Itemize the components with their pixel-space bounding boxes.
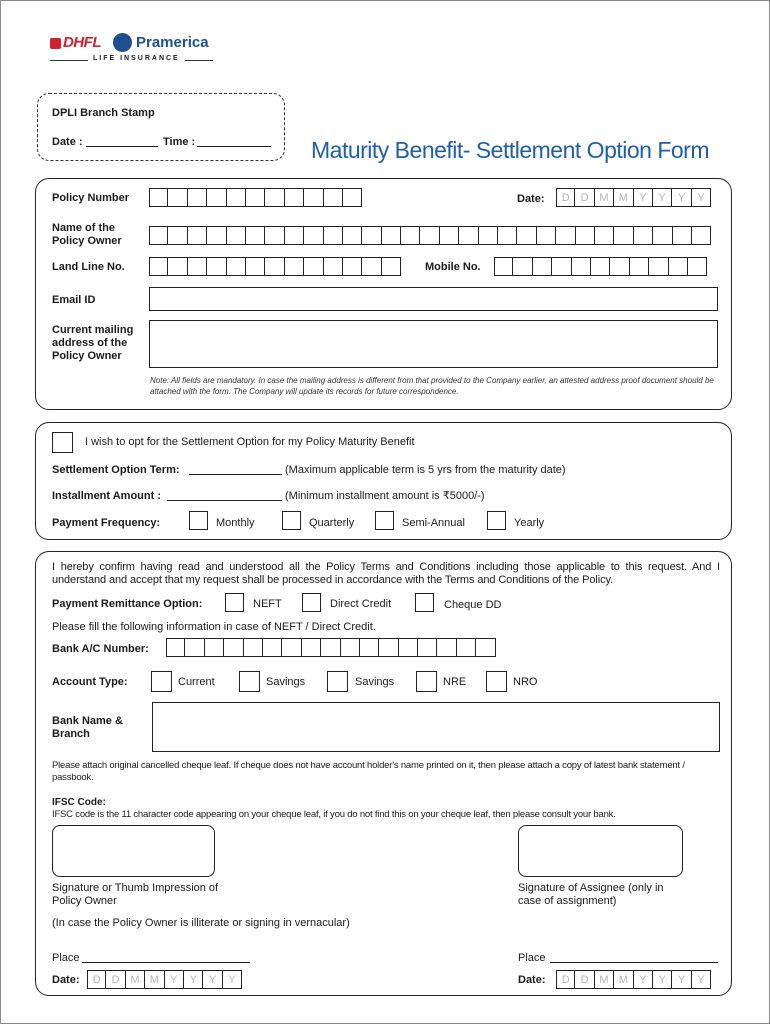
input-cell[interactable] bbox=[343, 188, 362, 207]
input-cell[interactable]: Y bbox=[634, 970, 653, 989]
input-cell[interactable] bbox=[552, 257, 571, 276]
term-hint: (Maximum applicable term is 5 yrs from the maturity date) bbox=[285, 464, 566, 476]
input-cell[interactable]: Y bbox=[184, 970, 203, 989]
input-cell[interactable] bbox=[614, 226, 633, 245]
assignee-place-line[interactable] bbox=[550, 962, 718, 963]
policy-date-cells[interactable] bbox=[556, 188, 711, 207]
input-cell[interactable] bbox=[537, 226, 556, 245]
assignee-place-label: Place bbox=[518, 952, 546, 964]
installment-label: Installment Amount : bbox=[52, 490, 161, 502]
assignee-signature-label: Signature of Assignee (only in case of assignment) bbox=[518, 882, 664, 907]
input-cell[interactable] bbox=[324, 188, 343, 207]
input-cell[interactable] bbox=[227, 188, 246, 207]
input-cell[interactable]: D bbox=[575, 188, 594, 207]
input-cell[interactable] bbox=[227, 226, 246, 245]
input-cell[interactable] bbox=[149, 188, 168, 207]
assignee-date-cells[interactable] bbox=[556, 970, 711, 989]
input-cell[interactable] bbox=[265, 226, 284, 245]
input-cell[interactable]: D bbox=[106, 970, 125, 989]
owner-name-cells[interactable] bbox=[149, 226, 711, 245]
input-cell[interactable] bbox=[263, 638, 282, 657]
owner-place-label: Place bbox=[52, 952, 80, 964]
input-cell[interactable]: Y bbox=[692, 970, 711, 989]
input-cell[interactable]: D bbox=[556, 970, 575, 989]
input-cell[interactable] bbox=[457, 638, 476, 657]
landline-cells[interactable] bbox=[149, 257, 401, 276]
input-cell[interactable] bbox=[401, 226, 420, 245]
input-cell[interactable] bbox=[149, 226, 168, 245]
input-cell[interactable] bbox=[494, 257, 513, 276]
settlement-opt-checkbox[interactable] bbox=[52, 432, 73, 453]
input-cell[interactable]: D bbox=[575, 970, 594, 989]
input-cell[interactable]: Y bbox=[203, 970, 222, 989]
input-cell[interactable]: Y bbox=[692, 188, 711, 207]
input-cell[interactable] bbox=[591, 257, 610, 276]
input-cell[interactable] bbox=[379, 638, 398, 657]
remittance-neft-checkbox[interactable] bbox=[225, 593, 244, 612]
brand-left: DHFL bbox=[63, 34, 101, 51]
input-cell[interactable] bbox=[362, 226, 381, 245]
remittance-cheque-checkbox[interactable] bbox=[415, 593, 434, 612]
input-cell[interactable] bbox=[285, 226, 304, 245]
input-cell[interactable]: Y bbox=[672, 970, 691, 989]
stamp-title: DPLI Branch Stamp bbox=[52, 107, 155, 119]
input-cell[interactable] bbox=[556, 226, 575, 245]
installment-line[interactable] bbox=[167, 500, 282, 501]
input-cell[interactable]: M bbox=[126, 970, 145, 989]
input-cell[interactable] bbox=[185, 638, 204, 657]
cheque-note: Please attach original cancelled cheque leaf. If cheque does not have account holder's name printed on it, then please attach a copy of latest bank statement / passbook. bbox=[52, 760, 685, 783]
input-cell[interactable]: M bbox=[595, 970, 614, 989]
input-cell[interactable]: M bbox=[614, 970, 633, 989]
input-cell[interactable] bbox=[207, 226, 226, 245]
assignee-date-label: Date: bbox=[518, 974, 546, 986]
policy-number-label: Policy Number bbox=[52, 192, 130, 204]
input-cell[interactable] bbox=[265, 188, 284, 207]
dhfl-mark-icon bbox=[50, 38, 61, 49]
owner-name-label: Name of the Policy Owner bbox=[52, 222, 122, 247]
frequency-quarterly-label: Quarterly bbox=[309, 517, 355, 529]
installment-hint: (Minimum installment amount is ₹5000/-) bbox=[285, 490, 485, 502]
tagline: LIFE INSURANCE bbox=[88, 55, 185, 62]
input-cell[interactable] bbox=[304, 257, 323, 276]
account-savings-2-checkbox[interactable] bbox=[327, 671, 348, 692]
input-cell[interactable] bbox=[168, 257, 187, 276]
input-cell[interactable] bbox=[285, 257, 304, 276]
input-cell[interactable] bbox=[188, 188, 207, 207]
input-cell[interactable]: Y bbox=[653, 970, 672, 989]
input-cell[interactable] bbox=[302, 638, 321, 657]
input-cell[interactable] bbox=[168, 188, 187, 207]
account-nro-label: NRO bbox=[513, 676, 538, 688]
input-cell[interactable]: M bbox=[595, 188, 614, 207]
input-cell[interactable] bbox=[321, 638, 340, 657]
input-cell[interactable]: Y bbox=[634, 188, 653, 207]
frequency-monthly-label: Monthly bbox=[216, 517, 255, 529]
email-label: Email ID bbox=[52, 294, 96, 306]
input-cell[interactable] bbox=[149, 257, 168, 276]
vernacular-note: (In case the Policy Owner is illiterate or signing in vernacular) bbox=[52, 917, 350, 929]
address-label: Current mailing address of the Policy Owner bbox=[52, 324, 134, 362]
confirm-text: I hereby confirm having read and understood all the Policy Terms and Conditions including those applicable to this request. And I understand and accept that my request shall be processed in accordance with the Terms and Conditions of the Policy. bbox=[52, 561, 720, 586]
account-current-label: Current bbox=[178, 676, 215, 688]
remittance-label: Payment Remittance Option: bbox=[52, 598, 203, 610]
input-cell[interactable] bbox=[166, 638, 185, 657]
input-cell[interactable] bbox=[572, 257, 591, 276]
input-cell[interactable] bbox=[576, 226, 595, 245]
input-cell[interactable] bbox=[205, 638, 224, 657]
term-line[interactable] bbox=[189, 474, 282, 475]
input-cell[interactable] bbox=[324, 257, 343, 276]
input-cell[interactable] bbox=[476, 638, 495, 657]
policy-date-label: Date: bbox=[517, 193, 545, 205]
input-cell[interactable] bbox=[420, 226, 439, 245]
input-cell[interactable]: Y bbox=[165, 970, 184, 989]
input-cell[interactable] bbox=[246, 257, 265, 276]
account-number-label: Bank A/C Number: bbox=[52, 643, 149, 655]
mobile-label: Mobile No. bbox=[425, 261, 481, 273]
input-cell[interactable] bbox=[669, 257, 688, 276]
input-cell[interactable] bbox=[634, 226, 653, 245]
input-cell[interactable] bbox=[440, 226, 459, 245]
input-cell[interactable] bbox=[513, 257, 532, 276]
input-cell[interactable] bbox=[498, 226, 517, 245]
input-cell[interactable]: M bbox=[145, 970, 164, 989]
account-nre-checkbox[interactable] bbox=[416, 671, 437, 692]
policy-note: Note: All fields are mandatory. In case the mailing address is different from that provided to the Company earlier, an attested address proof document should be attached with the form. The Company will update its records for future correspondence. bbox=[150, 376, 714, 396]
input-cell[interactable] bbox=[360, 638, 379, 657]
input-cell[interactable] bbox=[246, 188, 265, 207]
input-cell[interactable] bbox=[517, 226, 536, 245]
remittance-cheque-label: Cheque DD bbox=[444, 599, 502, 611]
branch-stamp-box bbox=[37, 93, 285, 161]
remittance-direct-credit-label: Direct Credit bbox=[330, 598, 392, 610]
input-cell[interactable] bbox=[595, 226, 614, 245]
input-cell[interactable] bbox=[188, 226, 207, 245]
input-cell[interactable]: Y bbox=[653, 188, 672, 207]
owner-date-label: Date: bbox=[52, 974, 80, 986]
input-cell[interactable] bbox=[227, 257, 246, 276]
input-cell[interactable] bbox=[224, 638, 243, 657]
input-cell[interactable] bbox=[324, 226, 343, 245]
fill-info-text: Please fill the following information in case of NEFT / Direct Credit. bbox=[52, 621, 376, 633]
account-savings-checkbox[interactable] bbox=[239, 671, 260, 692]
input-cell[interactable] bbox=[246, 226, 265, 245]
owner-signature-label: Signature or Thumb Impression of Policy Owner bbox=[52, 882, 219, 907]
frequency-monthly-checkbox[interactable] bbox=[189, 511, 208, 530]
assignee-signature-box[interactable] bbox=[518, 825, 683, 877]
input-cell[interactable] bbox=[168, 226, 187, 245]
input-cell[interactable] bbox=[533, 257, 552, 276]
input-cell[interactable] bbox=[382, 226, 401, 245]
input-cell[interactable] bbox=[207, 188, 226, 207]
stamp-time-line[interactable] bbox=[197, 146, 271, 147]
bank-name-field[interactable] bbox=[152, 702, 720, 752]
pramerica-globe-icon bbox=[113, 33, 132, 52]
owner-place-line[interactable] bbox=[82, 962, 250, 963]
form-title: Maturity Benefit- Settlement Option Form bbox=[311, 137, 709, 163]
input-cell[interactable] bbox=[244, 638, 263, 657]
input-cell[interactable] bbox=[418, 638, 437, 657]
email-field[interactable] bbox=[149, 287, 718, 311]
input-cell[interactable] bbox=[630, 257, 649, 276]
input-cell[interactable] bbox=[437, 638, 456, 657]
input-cell[interactable] bbox=[265, 257, 284, 276]
policy-number-cells[interactable] bbox=[149, 188, 362, 207]
account-savings-2-label: Savings bbox=[355, 676, 395, 688]
settlement-opt-text: I wish to opt for the Settlement Option for my Policy Maturity Benefit bbox=[85, 436, 415, 448]
input-cell[interactable] bbox=[382, 257, 401, 276]
frequency-semiannual-checkbox[interactable] bbox=[375, 511, 394, 530]
input-cell[interactable] bbox=[285, 188, 304, 207]
stamp-date-line[interactable] bbox=[86, 146, 158, 147]
input-cell[interactable] bbox=[688, 257, 707, 276]
input-cell[interactable] bbox=[479, 226, 498, 245]
input-cell[interactable] bbox=[304, 226, 323, 245]
input-cell[interactable] bbox=[188, 257, 207, 276]
stamp-time-label: Time : bbox=[163, 136, 196, 148]
input-cell[interactable]: Y bbox=[672, 188, 691, 207]
input-cell[interactable]: D bbox=[87, 970, 106, 989]
account-type-label: Account Type: bbox=[52, 676, 128, 688]
input-cell[interactable] bbox=[282, 638, 301, 657]
input-cell[interactable] bbox=[692, 226, 711, 245]
account-current-checkbox[interactable] bbox=[151, 671, 172, 692]
bank-name-label: Bank Name & Branch bbox=[52, 715, 123, 740]
input-cell[interactable] bbox=[343, 257, 362, 276]
input-cell[interactable] bbox=[304, 188, 323, 207]
frequency-yearly-label: Yearly bbox=[514, 517, 545, 529]
account-number-cells[interactable] bbox=[166, 638, 496, 657]
brand-right: Pramerica bbox=[136, 34, 209, 51]
account-nro-checkbox[interactable] bbox=[486, 671, 507, 692]
owner-signature-box[interactable] bbox=[52, 825, 215, 877]
input-cell[interactable] bbox=[343, 226, 362, 245]
account-savings-label: Savings bbox=[266, 676, 306, 688]
input-cell[interactable] bbox=[673, 226, 692, 245]
input-cell[interactable] bbox=[649, 257, 668, 276]
remittance-neft-label: NEFT bbox=[253, 598, 282, 610]
mobile-cells[interactable] bbox=[494, 257, 707, 276]
landline-label: Land Line No. bbox=[52, 261, 125, 273]
input-cell[interactable] bbox=[399, 638, 418, 657]
frequency-yearly-checkbox[interactable] bbox=[487, 511, 506, 530]
remittance-direct-credit-checkbox[interactable] bbox=[302, 593, 321, 612]
owner-date-cells[interactable] bbox=[87, 970, 242, 989]
input-cell[interactable] bbox=[653, 226, 672, 245]
input-cell[interactable]: M bbox=[614, 188, 633, 207]
logo bbox=[50, 30, 220, 66]
ifsc-note: IFSC code is the 11 character code appearing on your cheque leaf, if you do not find this on your cheque leaf, then please consult your bank. bbox=[52, 809, 616, 820]
frequency-semiannual-label: Semi-Annual bbox=[402, 517, 465, 529]
input-cell[interactable] bbox=[459, 226, 478, 245]
frequency-quarterly-checkbox[interactable] bbox=[282, 511, 301, 530]
input-cell[interactable] bbox=[207, 257, 226, 276]
address-field[interactable] bbox=[149, 320, 718, 368]
input-cell[interactable] bbox=[610, 257, 629, 276]
frequency-label: Payment Frequency: bbox=[52, 517, 161, 529]
ifsc-label: IFSC Code: bbox=[52, 797, 106, 808]
account-nre-label: NRE bbox=[443, 676, 467, 688]
stamp-date-label: Date : bbox=[52, 136, 83, 148]
input-cell[interactable]: D bbox=[556, 188, 575, 207]
input-cell[interactable] bbox=[362, 257, 381, 276]
term-label: Settlement Option Term: bbox=[52, 464, 180, 476]
input-cell[interactable] bbox=[341, 638, 360, 657]
input-cell[interactable]: Y bbox=[223, 970, 242, 989]
